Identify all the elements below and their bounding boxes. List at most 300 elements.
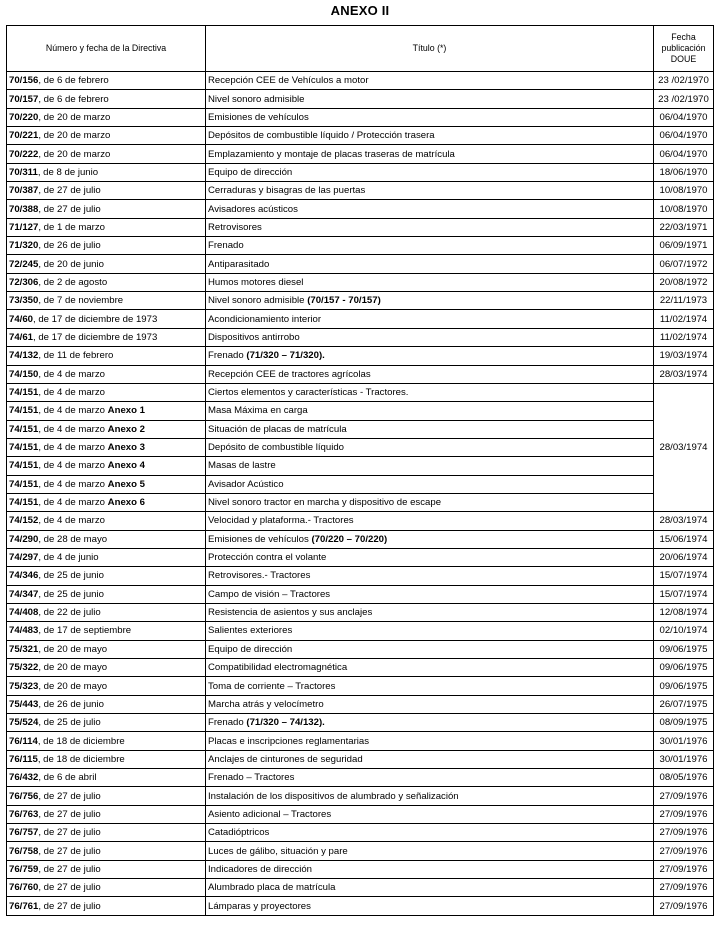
directive-cell xyxy=(7,530,206,548)
title-cell xyxy=(206,493,654,511)
directive-number: 76/761 xyxy=(9,900,39,912)
directive-number: 74/152 xyxy=(9,515,39,527)
directive-cell xyxy=(7,640,206,658)
table-row xyxy=(7,127,714,145)
title-text: Anclajes de cinturones de seguridad xyxy=(208,753,363,765)
annex-label: Anexo 4 xyxy=(107,460,145,472)
header-date: Fecha publicación DOUE xyxy=(654,26,714,72)
directive-date: , de 6 de febrero xyxy=(38,93,109,105)
directive-date: , de 8 de junio xyxy=(37,166,99,178)
table-row xyxy=(7,512,714,530)
directive-number: 74/61 xyxy=(9,331,34,343)
title-cell xyxy=(206,127,654,145)
table-row xyxy=(7,292,714,310)
annex-label: Anexo 6 xyxy=(107,497,145,509)
directive-cell xyxy=(7,402,206,420)
publication-date-cell: 28/03/1974 xyxy=(654,365,714,383)
title-cell xyxy=(206,769,654,787)
directive-cell xyxy=(7,475,206,493)
directive-date: , de 25 de julio xyxy=(38,717,101,729)
table-row xyxy=(7,567,714,585)
directive-cell xyxy=(7,438,206,456)
title-reference: (71/320 – 74/132). xyxy=(246,717,325,729)
title-cell xyxy=(206,145,654,163)
directive-number: 74/346 xyxy=(9,570,39,582)
directive-cell xyxy=(7,677,206,695)
publication-date-cell: 28/03/1974 xyxy=(654,512,714,530)
table-row xyxy=(7,218,714,236)
title-text: Retrovisores xyxy=(208,221,262,233)
directive-cell xyxy=(7,787,206,805)
publication-date-cell: 19/03/1974 xyxy=(654,347,714,365)
directive-number: 74/290 xyxy=(9,533,39,545)
publication-date-cell: 08/05/1976 xyxy=(654,769,714,787)
header-title: Título (*) xyxy=(206,26,654,72)
directive-date: , de 27 de julio xyxy=(38,827,101,839)
directive-cell xyxy=(7,714,206,732)
table-body xyxy=(7,72,714,916)
publication-date-cell: 06/04/1970 xyxy=(654,108,714,126)
table-row xyxy=(7,72,714,90)
directive-cell xyxy=(7,347,206,365)
title-cell xyxy=(206,512,654,530)
directive-date: , de 20 de marzo xyxy=(38,148,111,160)
table-row xyxy=(7,842,714,860)
publication-date-cell: 09/06/1975 xyxy=(654,640,714,658)
publication-date-cell: 22/03/1971 xyxy=(654,218,714,236)
directive-number: 74/60 xyxy=(9,313,34,325)
directive-date: , de 20 de marzo xyxy=(38,111,111,123)
directive-date: , de 11 de febrero xyxy=(38,350,114,362)
title-text: Catadióptricos xyxy=(208,827,270,839)
table-row xyxy=(7,750,714,768)
publication-date-cell: 30/01/1976 xyxy=(654,732,714,750)
title-cell xyxy=(206,475,654,493)
title-text: Dispositivos antirrobo xyxy=(208,331,300,343)
directive-cell xyxy=(7,842,206,860)
table-row xyxy=(7,383,714,401)
publication-date-cell: 06/04/1970 xyxy=(654,127,714,145)
directive-date: , de 28 de mayo xyxy=(38,533,108,545)
directive-date: , de 25 de junio xyxy=(38,570,104,582)
title-cell xyxy=(206,292,654,310)
title-cell xyxy=(206,108,654,126)
title-cell xyxy=(206,530,654,548)
directive-cell xyxy=(7,603,206,621)
title-cell xyxy=(206,824,654,842)
directive-number: 74/151 xyxy=(9,387,39,399)
table-row xyxy=(7,622,714,640)
publication-date-cell: 27/09/1976 xyxy=(654,824,714,842)
title-text: Frenado xyxy=(208,240,244,252)
title-text: Velocidad y plataforma.- Tractores xyxy=(208,515,354,527)
title-text: Antiparasitado xyxy=(208,258,270,270)
table-row xyxy=(7,328,714,346)
publication-date-cell: 27/09/1976 xyxy=(654,879,714,897)
table-row xyxy=(7,732,714,750)
directive-date: , de 25 de junio xyxy=(38,588,104,600)
directive-number: 75/524 xyxy=(9,717,39,729)
directive-cell xyxy=(7,218,206,236)
title-cell xyxy=(206,218,654,236)
directive-date: , de 4 de junio xyxy=(38,552,99,564)
title-text: Marcha atrás y velocímetro xyxy=(208,698,324,710)
publication-date-cell: 23 /02/1970 xyxy=(654,72,714,90)
table-row xyxy=(7,787,714,805)
title-text: Emplazamiento y montaje de placas traseras de matrícula xyxy=(208,148,455,160)
table-row xyxy=(7,824,714,842)
title-text: Equipo de dirección xyxy=(208,166,293,178)
directive-cell xyxy=(7,512,206,530)
title-text: Masas de lastre xyxy=(208,460,276,472)
table-row xyxy=(7,475,714,493)
publication-date-cell: 30/01/1976 xyxy=(654,750,714,768)
directive-cell xyxy=(7,659,206,677)
directive-date: , de 4 de marzo xyxy=(38,387,106,399)
directive-cell xyxy=(7,108,206,126)
table-row xyxy=(7,255,714,273)
directive-number: 70/157 xyxy=(9,93,39,105)
directive-number: 74/151 xyxy=(9,497,39,509)
directive-date: , de 17 de diciembre de 1973 xyxy=(33,331,158,343)
publication-date-cell: 22/11/1973 xyxy=(654,292,714,310)
directive-date: , de 4 de marzo xyxy=(38,405,108,417)
title-cell xyxy=(206,787,654,805)
table-row xyxy=(7,273,714,291)
table-row xyxy=(7,714,714,732)
directive-cell xyxy=(7,897,206,915)
title-text: Toma de corriente – Tractores xyxy=(208,680,336,692)
directive-date: , de 4 de marzo xyxy=(38,515,106,527)
directive-number: 74/150 xyxy=(9,368,39,380)
title-text: Campo de visión – Tractores xyxy=(208,588,331,600)
directive-date: , de 17 de diciembre de 1973 xyxy=(33,313,158,325)
title-reference: (71/320 – 71/320). xyxy=(246,350,325,362)
directive-number: 71/320 xyxy=(9,240,39,252)
directive-cell xyxy=(7,750,206,768)
directive-cell xyxy=(7,237,206,255)
directive-date: , de 4 de marzo xyxy=(38,497,108,509)
title-cell xyxy=(206,622,654,640)
table-row xyxy=(7,677,714,695)
title-text: Situación de placas de matrícula xyxy=(208,423,347,435)
table-row xyxy=(7,108,714,126)
publication-date-cell: 08/09/1975 xyxy=(654,714,714,732)
publication-date-cell: 23 /02/1970 xyxy=(654,90,714,108)
title-text: Frenado xyxy=(208,350,247,362)
directive-cell xyxy=(7,824,206,842)
title-cell xyxy=(206,603,654,621)
table-row xyxy=(7,420,714,438)
directive-cell xyxy=(7,127,206,145)
table-row xyxy=(7,402,714,420)
publication-date-cell: 27/09/1976 xyxy=(654,787,714,805)
directive-number: 74/483 xyxy=(9,625,39,637)
title-cell xyxy=(206,640,654,658)
directive-number: 74/297 xyxy=(9,552,39,564)
directive-number: 70/222 xyxy=(9,148,39,160)
title-text: Nivel sonoro tractor en marcha y dispositivo de escape xyxy=(208,497,442,509)
directive-number: 76/759 xyxy=(9,863,39,875)
title-cell xyxy=(206,567,654,585)
title-text: Emisiones de vehículos xyxy=(208,111,309,123)
title-text: Luces de gálibo, situación y pare xyxy=(208,845,348,857)
directive-date: , de 7 de noviembre xyxy=(38,295,124,307)
directive-number: 76/757 xyxy=(9,827,39,839)
title-cell xyxy=(206,420,654,438)
directive-cell xyxy=(7,72,206,90)
publication-date-cell: 02/10/1974 xyxy=(654,622,714,640)
title-text: Compatibilidad electromagnética xyxy=(208,662,348,674)
title-text: Avisadores acústicos xyxy=(208,203,298,215)
directive-number: 76/756 xyxy=(9,790,39,802)
table-row xyxy=(7,200,714,218)
directive-number: 74/151 xyxy=(9,442,39,454)
publication-date-cell: 15/07/1974 xyxy=(654,585,714,603)
table-row xyxy=(7,310,714,328)
directive-date: , de 27 de julio xyxy=(38,882,101,894)
directive-cell xyxy=(7,805,206,823)
title-cell xyxy=(206,402,654,420)
directive-date: , de 2 de agosto xyxy=(38,276,108,288)
directive-date: , de 17 de septiembre xyxy=(38,625,132,637)
directive-date: , de 26 de julio xyxy=(38,240,101,252)
table-row xyxy=(7,603,714,621)
directive-number: 74/408 xyxy=(9,607,39,619)
directive-number: 70/387 xyxy=(9,185,39,197)
directive-number: 70/156 xyxy=(9,75,39,87)
directive-date: , de 27 de julio xyxy=(38,863,101,875)
directive-cell xyxy=(7,163,206,181)
directive-number: 74/347 xyxy=(9,588,39,600)
title-text: Humos motores diesel xyxy=(208,276,304,288)
title-cell xyxy=(206,750,654,768)
page-title: ANEXO II xyxy=(330,3,390,18)
title-text: Acondicionamiento interior xyxy=(208,313,322,325)
directive-cell xyxy=(7,383,206,401)
table-row xyxy=(7,237,714,255)
title-cell xyxy=(206,659,654,677)
title-text: Lámparas y proyectores xyxy=(208,900,311,912)
directive-number: 75/322 xyxy=(9,662,39,674)
directive-number: 74/151 xyxy=(9,460,39,472)
directive-date: , de 20 de mayo xyxy=(38,643,108,655)
publication-date-cell: 20/06/1974 xyxy=(654,548,714,566)
title-cell xyxy=(206,200,654,218)
table-row xyxy=(7,145,714,163)
directive-number: 76/760 xyxy=(9,882,39,894)
title-cell xyxy=(206,163,654,181)
title-text: Frenado xyxy=(208,717,247,729)
publication-date-cell: 26/07/1975 xyxy=(654,695,714,713)
title-text: Nivel sonoro admisible xyxy=(208,295,308,307)
title-cell xyxy=(206,677,654,695)
directive-cell xyxy=(7,292,206,310)
directive-cell xyxy=(7,879,206,897)
directive-number: 76/115 xyxy=(9,753,38,765)
directive-number: 70/221 xyxy=(9,130,39,142)
directive-date: , de 27 de julio xyxy=(38,900,101,912)
header-directive: Número y fecha de la Directiva xyxy=(7,26,206,72)
publication-date-cell: 09/06/1975 xyxy=(654,677,714,695)
table-row xyxy=(7,347,714,365)
directive-date: , de 18 de diciembre xyxy=(37,735,125,747)
publication-date-cell: 11/02/1974 xyxy=(654,328,714,346)
publication-date-cell: 27/09/1976 xyxy=(654,860,714,878)
table-row xyxy=(7,457,714,475)
directive-cell xyxy=(7,567,206,585)
directive-cell xyxy=(7,860,206,878)
title-text: Protección contra el volante xyxy=(208,552,327,564)
directives-table xyxy=(6,25,714,916)
title-text: Frenado – Tractores xyxy=(208,772,295,784)
directive-cell xyxy=(7,255,206,273)
publication-date-cell: 09/06/1975 xyxy=(654,659,714,677)
directive-cell xyxy=(7,200,206,218)
directive-number: 75/323 xyxy=(9,680,39,692)
title-cell xyxy=(206,695,654,713)
publication-date-cell: 06/09/1971 xyxy=(654,237,714,255)
title-text: Recepción CEE de tractores agrícolas xyxy=(208,368,371,380)
title-cell xyxy=(206,805,654,823)
directive-date: , de 1 de marzo xyxy=(38,221,106,233)
directive-number: 70/388 xyxy=(9,203,39,215)
title-text: Alumbrado placa de matrícula xyxy=(208,882,336,894)
directive-cell xyxy=(7,328,206,346)
directive-date: , de 27 de julio xyxy=(38,808,101,820)
title-text: Salientes exteriores xyxy=(208,625,293,637)
publication-date-cell: 06/07/1972 xyxy=(654,255,714,273)
directive-cell xyxy=(7,420,206,438)
title-text: Asiento adicional – Tractores xyxy=(208,808,332,820)
directive-cell xyxy=(7,310,206,328)
directive-date: , de 20 de mayo xyxy=(38,680,108,692)
annex-label: Anexo 3 xyxy=(107,442,145,454)
title-text: Resistencia de asientos y sus anclajes xyxy=(208,607,373,619)
directive-number: 75/321 xyxy=(9,643,39,655)
directive-date: , de 4 de marzo xyxy=(38,368,106,380)
publication-date-cell: 15/07/1974 xyxy=(654,567,714,585)
publication-date-cell: 20/08/1972 xyxy=(654,273,714,291)
title-cell xyxy=(206,457,654,475)
directive-date: , de 20 de mayo xyxy=(38,662,108,674)
publication-date-cell: 15/06/1974 xyxy=(654,530,714,548)
title-text: Indicadores de dirección xyxy=(208,863,312,875)
directive-date: , de 6 de febrero xyxy=(38,75,109,87)
annex-label: Anexo 5 xyxy=(107,478,145,490)
directive-cell xyxy=(7,732,206,750)
directive-number: 76/114 xyxy=(9,735,38,747)
directive-cell xyxy=(7,769,206,787)
title-cell xyxy=(206,860,654,878)
directive-number: 74/132 xyxy=(9,350,39,362)
directive-number: 72/245 xyxy=(9,258,39,270)
title-cell xyxy=(206,879,654,897)
title-cell xyxy=(206,585,654,603)
publication-date-cell: 10/08/1970 xyxy=(654,200,714,218)
directive-number: 73/350 xyxy=(9,295,39,307)
directive-number: 70/311 xyxy=(9,166,38,178)
table-row xyxy=(7,90,714,108)
title-cell xyxy=(206,383,654,401)
table-header-row xyxy=(7,26,714,72)
directive-number: 70/220 xyxy=(9,111,39,123)
publication-date-cell: 10/08/1970 xyxy=(654,182,714,200)
title-cell xyxy=(206,365,654,383)
publication-date-cell: 11/02/1974 xyxy=(654,310,714,328)
directive-number: 76/432 xyxy=(9,772,39,784)
title-cell xyxy=(206,273,654,291)
title-text: Emisiones de vehículos xyxy=(208,533,312,545)
table-row xyxy=(7,438,714,456)
title-cell xyxy=(206,72,654,90)
title-cell xyxy=(206,438,654,456)
directive-date: , de 6 de abril xyxy=(38,772,97,784)
directive-date: , de 4 de marzo xyxy=(38,423,108,435)
directive-cell xyxy=(7,365,206,383)
table-row xyxy=(7,879,714,897)
table-row xyxy=(7,659,714,677)
directive-cell xyxy=(7,457,206,475)
title-cell xyxy=(206,897,654,915)
title-cell xyxy=(206,328,654,346)
directive-date: , de 4 de marzo xyxy=(38,442,108,454)
title-text: Nivel sonoro admisible xyxy=(208,93,305,105)
directive-date: , de 27 de julio xyxy=(38,845,101,857)
title-text: Masa Máxima en carga xyxy=(208,405,308,417)
table-row xyxy=(7,769,714,787)
directive-number: 74/151 xyxy=(9,423,39,435)
directive-cell xyxy=(7,182,206,200)
directive-number: 71/127 xyxy=(9,221,39,233)
publication-date-cell: 18/06/1970 xyxy=(654,163,714,181)
publication-date-cell: 12/08/1974 xyxy=(654,603,714,621)
publication-date-cell: 27/09/1976 xyxy=(654,805,714,823)
title-text: Ciertos elementos y características - Tractores. xyxy=(208,387,409,399)
directive-date: , de 20 de junio xyxy=(38,258,104,270)
directive-date: , de 4 de marzo xyxy=(38,460,108,472)
directive-date: , de 4 de marzo xyxy=(38,478,108,490)
title-cell xyxy=(206,182,654,200)
directive-date: , de 27 de julio xyxy=(38,185,101,197)
table-row xyxy=(7,365,714,383)
directive-cell xyxy=(7,622,206,640)
directive-cell xyxy=(7,145,206,163)
title-cell xyxy=(206,347,654,365)
annex-label: Anexo 1 xyxy=(107,405,145,417)
directive-number: 74/151 xyxy=(9,405,39,417)
title-cell xyxy=(206,310,654,328)
title-cell xyxy=(206,714,654,732)
title-cell xyxy=(206,237,654,255)
table-row xyxy=(7,695,714,713)
title-text: Retrovisores.- Tractores xyxy=(208,570,311,582)
directive-cell xyxy=(7,548,206,566)
table-row xyxy=(7,182,714,200)
publication-date-cell: 28/03/1974 xyxy=(654,383,714,511)
title-text: Recepción CEE de Vehículos a motor xyxy=(208,75,369,87)
title-text: Equipo de dirección xyxy=(208,643,293,655)
directive-date: , de 27 de julio xyxy=(38,790,101,802)
directive-date: , de 18 de diciembre xyxy=(37,753,125,765)
directive-number: 72/306 xyxy=(9,276,39,288)
directive-number: 74/151 xyxy=(9,478,39,490)
directive-number: 75/443 xyxy=(9,698,39,710)
title-reference: (70/220 – 70/220) xyxy=(311,533,388,545)
title-text: Instalación de los dispositivos de alumbrado y señalización xyxy=(208,790,459,802)
title-text: Placas e inscripciones reglamentarias xyxy=(208,735,370,747)
table-row xyxy=(7,805,714,823)
